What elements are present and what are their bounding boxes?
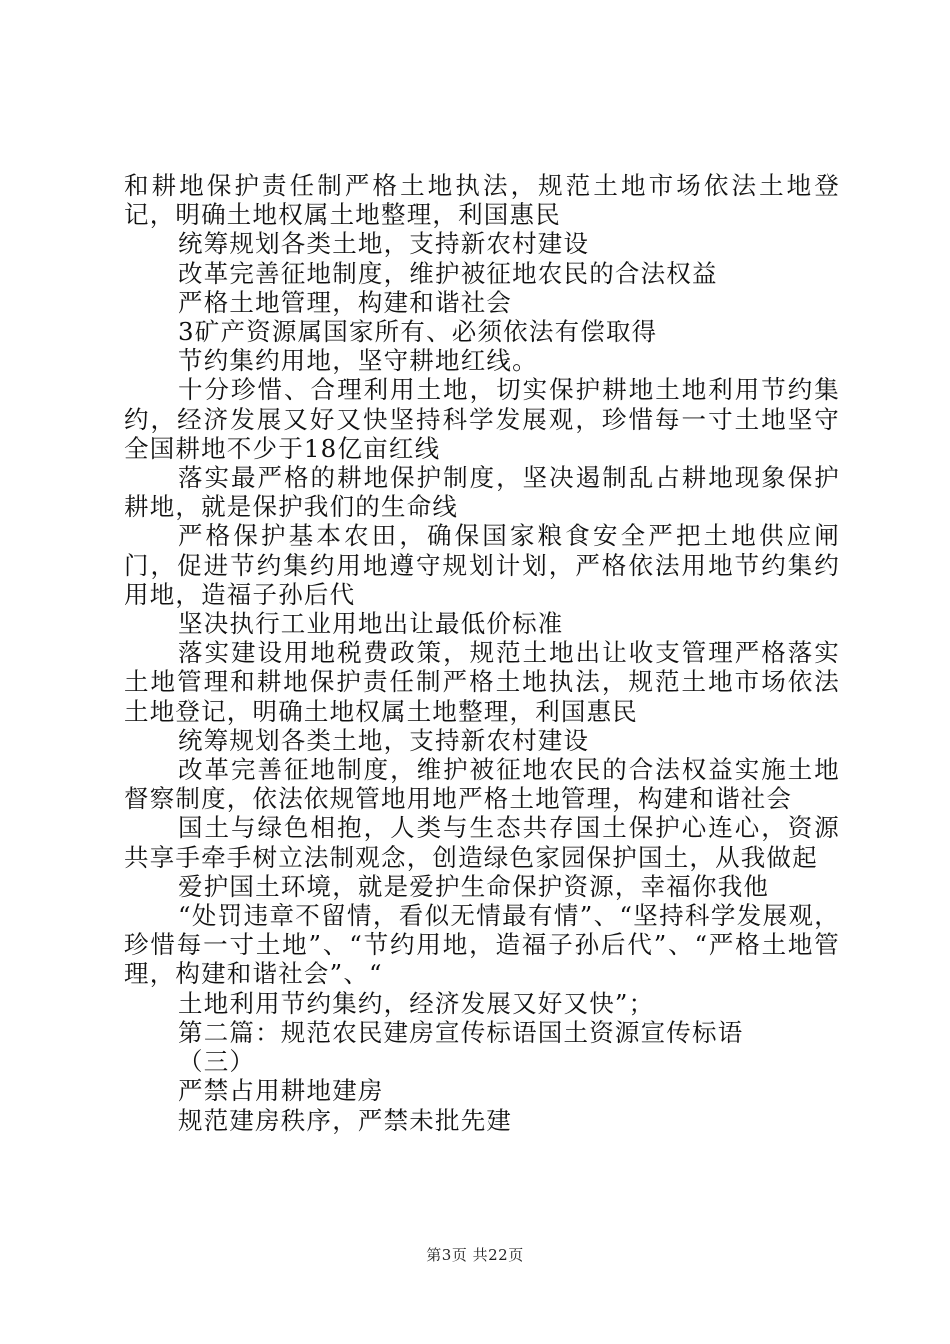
paragraph: 严格保护基本农田，确保国家粮食安全严把土地供应闸门，促进节约集约用地遵守规划计划，严格依法用地节约集约用地，造福子孙后代 bbox=[124, 521, 840, 609]
paragraph: （三） bbox=[178, 1047, 256, 1077]
paragraph: 统筹规划各类土地，支持新农村建设 bbox=[178, 725, 590, 755]
paragraph: 落实最严格的耕地保护制度，坚决遏制乱占耕地现象保护耕地，就是保护我们的生命线 bbox=[124, 463, 840, 522]
paragraph: 统筹规划各类土地，支持新农村建设 bbox=[178, 229, 590, 259]
paragraph: 严格土地管理，构建和谐社会 bbox=[178, 287, 513, 317]
document-body bbox=[124, 171, 840, 1135]
paragraph: 爱护国土环境，就是爱护生命保护资源，幸福你我他 bbox=[178, 871, 770, 901]
paragraph: “处罚违章不留情，看似无情最有情”、“坚持科学发展观，珍惜每一寸土地”、“节约用地，造福子孙后代”、“严格土地管理，构建和谐社会”、“ bbox=[124, 901, 840, 989]
paragraph: 十分珍惜、合理利用土地，切实保护耕地土地利用节约集约，经济发展又好又快坚持科学发展观，珍惜每一寸土地坚守全国耕地不少于18亿亩红线 bbox=[124, 375, 840, 463]
paragraph: 3矿产资源属国家所有、必须依法有偿取得 bbox=[178, 317, 658, 347]
page-number: 第3页 共22页 bbox=[426, 1246, 524, 1264]
paragraph: 规范建房秩序，严禁未批先建 bbox=[178, 1105, 513, 1135]
page-footer bbox=[0, 1244, 950, 1265]
paragraph: 和耕地保护责任制严格土地执法，规范土地市场依法土地登记，明确土地权属土地整理，利国惠民 bbox=[124, 171, 840, 230]
paragraph: 节约集约用地，坚守耕地红线。 bbox=[178, 346, 538, 376]
paragraph: 落实建设用地税费政策，规范土地出让收支管理严格落实土地管理和耕地保护责任制严格土地执法，规范土地市场依法土地登记，明确土地权属土地整理，利国惠民 bbox=[124, 638, 840, 726]
paragraph: 改革完善征地制度，维护被征地农民的合法权益 bbox=[178, 258, 718, 288]
paragraph: 国土与绿色相抱，人类与生态共存国土保护心连心，资源共享手牵手树立法制观念，创造绿色家园保护国土，从我做起 bbox=[124, 813, 840, 872]
paragraph: 改革完善征地制度，维护被征地农民的合法权益实施土地督察制度，依法依规管地用地严格土地管理，构建和谐社会 bbox=[124, 755, 840, 814]
paragraph: 严禁占用耕地建房 bbox=[178, 1076, 384, 1106]
paragraph: 坚决执行工业用地出让最低价标准 bbox=[178, 609, 564, 639]
paragraph: 土地利用节约集约，经济发展又好又快”； bbox=[178, 988, 655, 1018]
paragraph: 第二篇：规范农民建房宣传标语国土资源宣传标语 bbox=[178, 1017, 744, 1047]
